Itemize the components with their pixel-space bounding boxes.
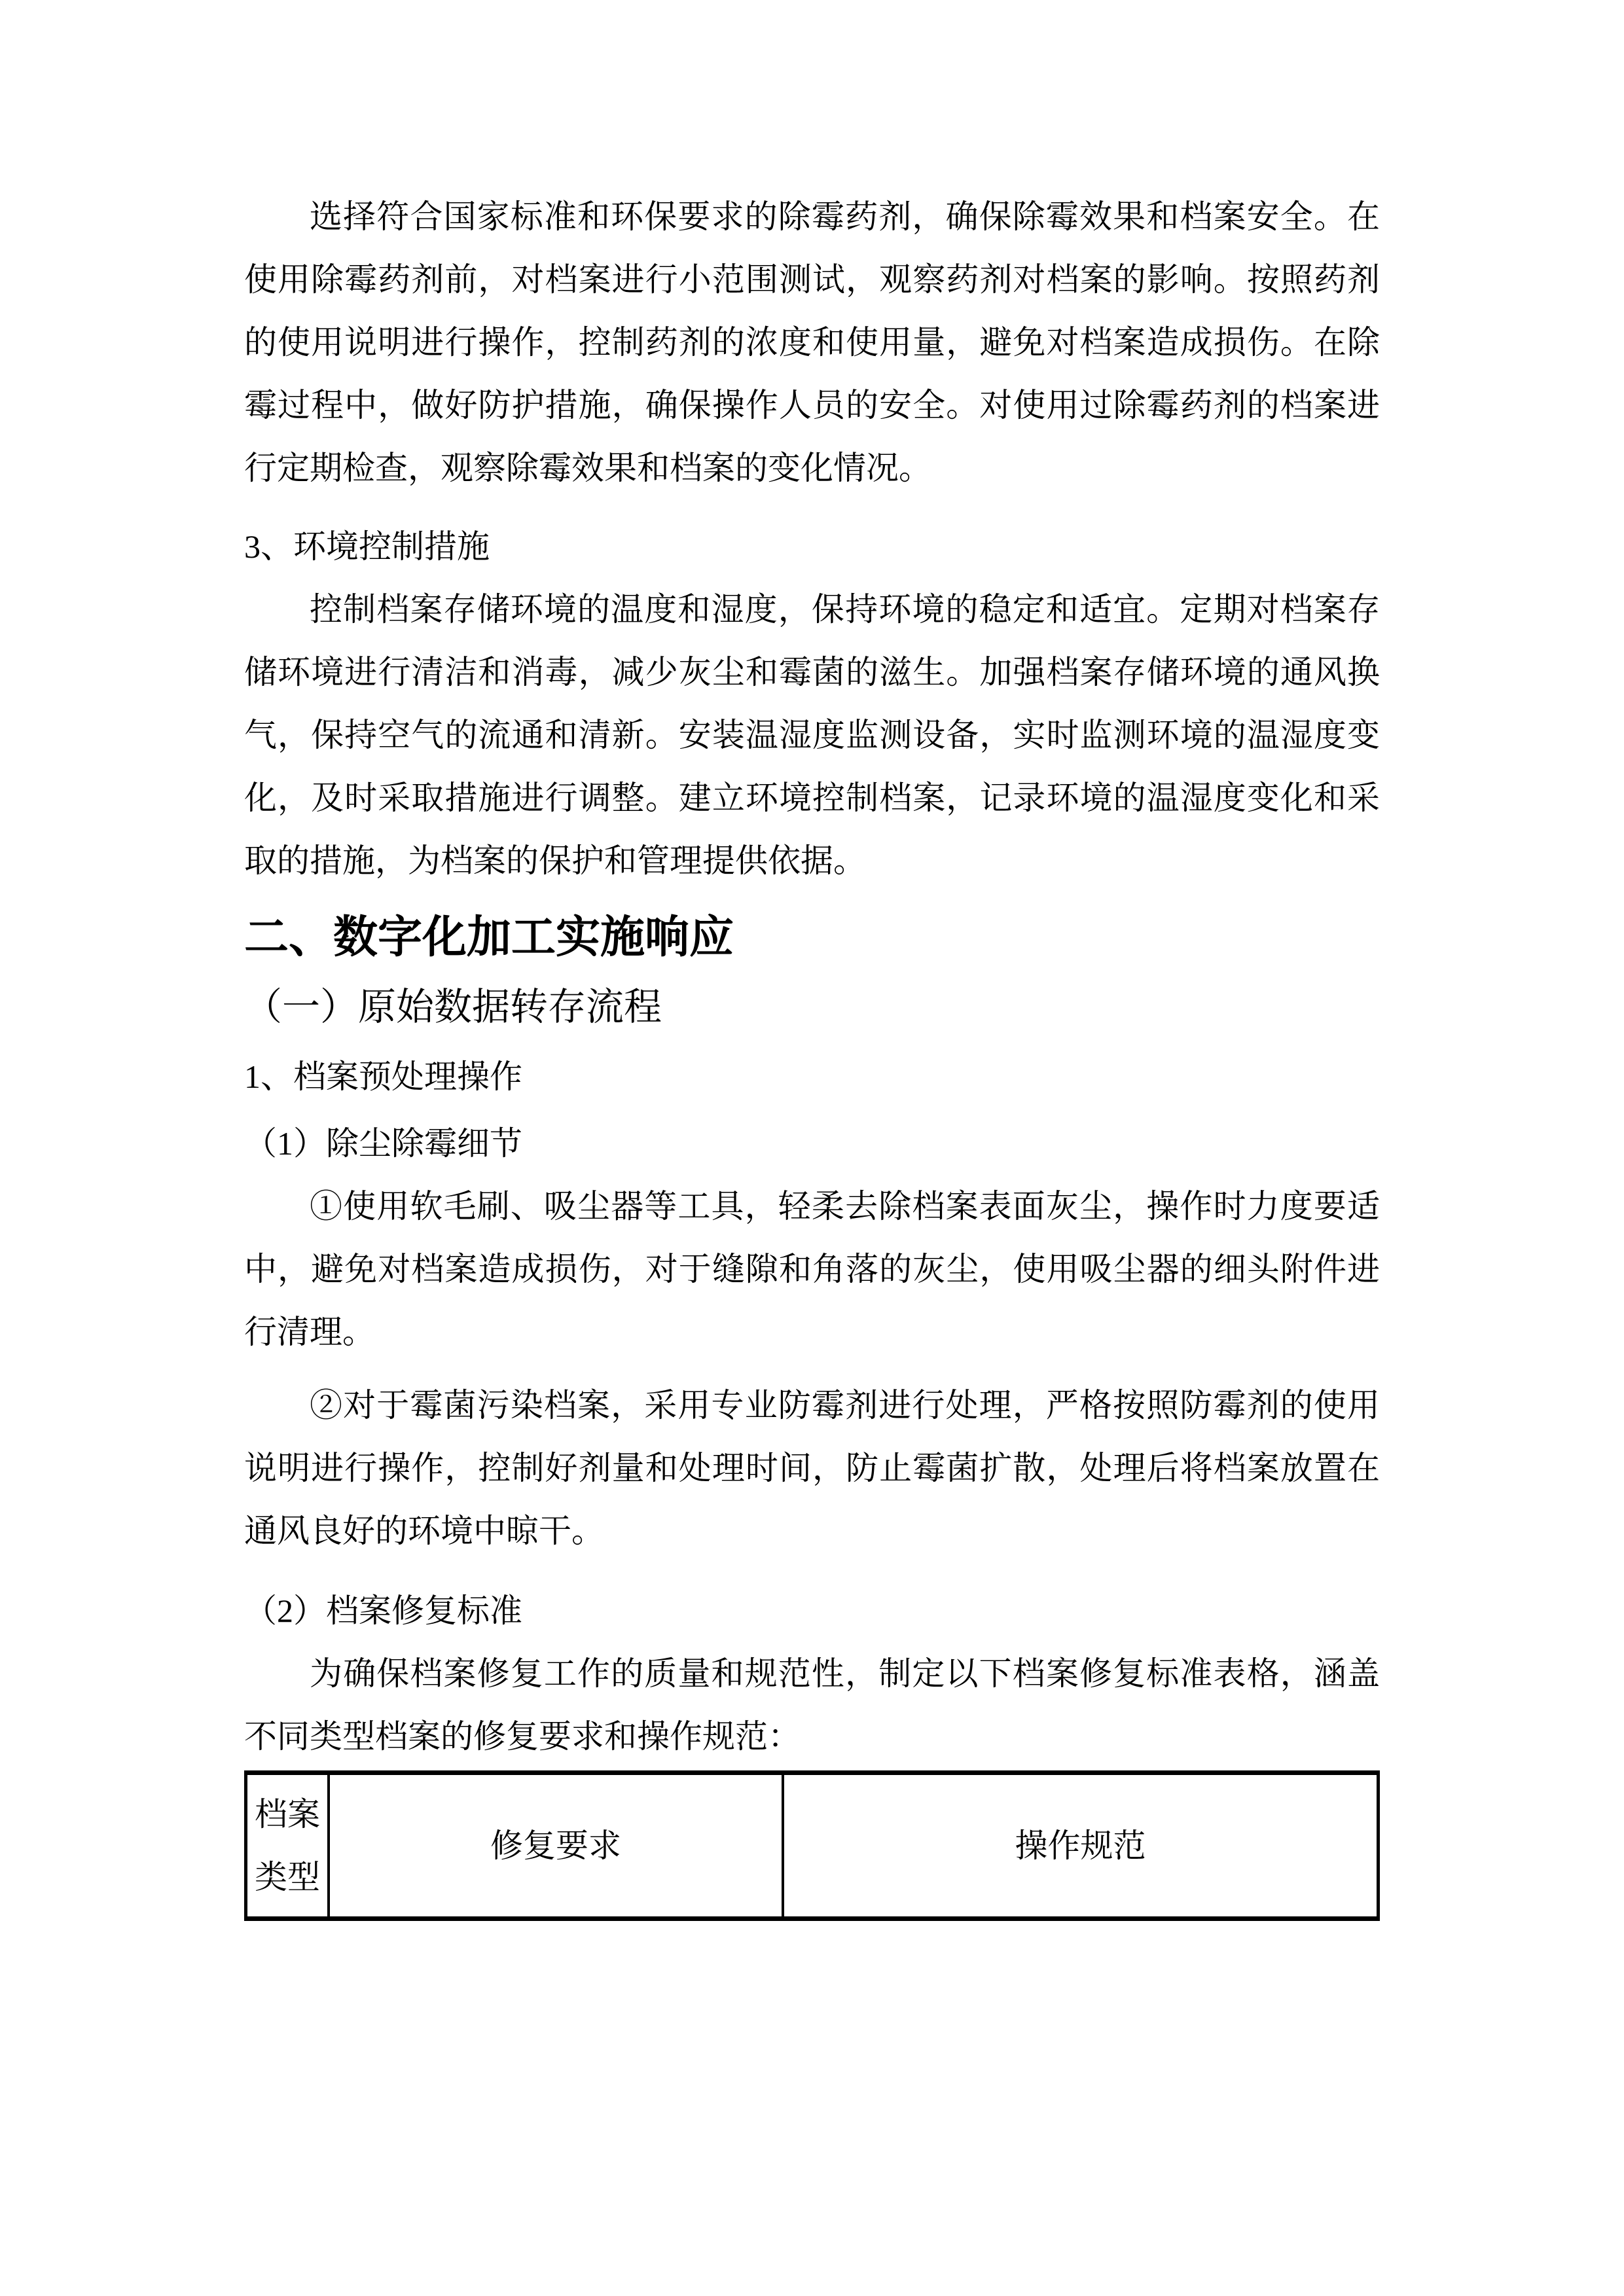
paragraph-env-control: 控制档案存储环境的温度和湿度，保持环境的稳定和适宜。定期对档案存储环境进行清洁和消毒，减少灰尘和霉菌的滋生。加强档案存储环境的通风换气，保持空气的流通和清新。安装温湿度监测设备，实时监测环境的温湿度变化，及时采取措施进行调整。建立环境控制档案，记录环境的温湿度变化和采取的措施，为档案的保护和管理提供依据。 — [244, 591, 1380, 879]
page-content — [244, 185, 1380, 1921]
heading-item-archive-preprocessing: 1、档案预处理操作 — [244, 1058, 522, 1095]
heading-item-repair-standard: （2）档案修复标准 — [244, 1592, 522, 1629]
paragraph-mold-agent-selection: 选择符合国家标准和环保要求的除霉药剂，确保除霉效果和档案安全。在使用除霉药剂前，对档案进行小范围测试，观察药剂对档案的影响。按照药剂的使用说明进行操作，控制药剂的浓度和使用量，避免对档案造成损伤。在除霉过程中，做好防护措施，确保操作人员的安全。对使用过除霉药剂的档案进行定期检查，观察除霉效果和档案的变化情况。 — [244, 198, 1380, 486]
heading-env-control-measures: 3、环境控制措施 — [244, 528, 490, 565]
heading-item-dust-mold-removal: （1）除尘除霉细节 — [244, 1125, 522, 1162]
repair-standard-table — [244, 1770, 1380, 1921]
table-header-repair-requirement: 修复要求 — [327, 1775, 782, 1916]
heading-section-digitization: 二、数字化加工实施响应 — [244, 912, 734, 962]
table-header-archive-type: 档案类型 — [255, 1796, 320, 1895]
paragraph-dust-removal-steps: ①使用软毛刷、吸尘器等工具，轻柔去除档案表面灰尘，操作时力度要适中，避免对档案造成损伤，对于缝隙和角落的灰尘，使用吸尘器的细头附件进行清理。 — [244, 1188, 1380, 1350]
paragraph-repair-standard-intro: 为确保档案修复工作的质量和规范性，制定以下档案修复标准表格，涵盖不同类型档案的修复要求和操作规范： — [244, 1655, 1380, 1755]
table-header-operation-spec: 操作规范 — [782, 1775, 1377, 1916]
heading-sub-original-data-transfer: （一）原始数据转存流程 — [244, 986, 662, 1028]
paragraph-mold-treatment-steps: ②对于霉菌污染档案，采用专业防霉剂进行处理，严格按照防霉剂的使用说明进行操作，控制好剂量和处理时间，防止霉菌扩散，处理后将档案放置在通风良好的环境中晾干。 — [244, 1387, 1380, 1549]
